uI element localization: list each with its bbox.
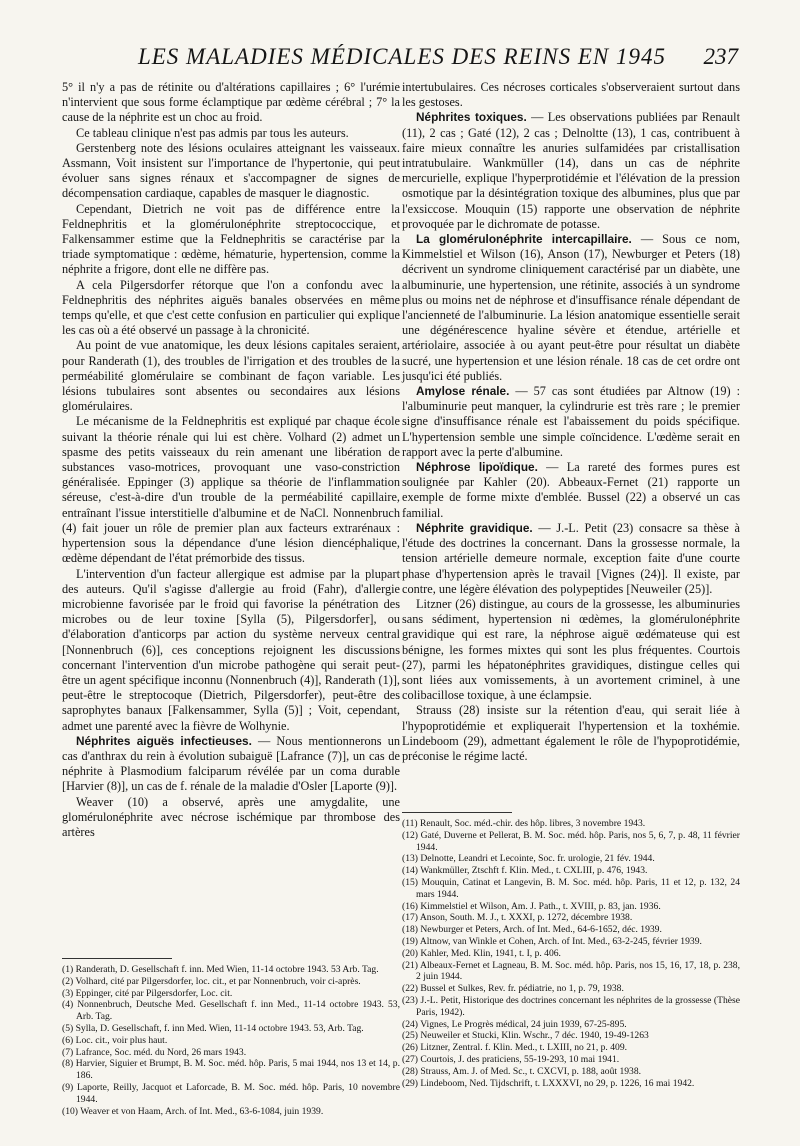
section-text: — 57 cas sont étudiées par Altnow (19) : l'albuminurie peut manquer, la cylindrurie est très rare ; le premier signe d'insuffisance rénale est l'abaissement du poids spécifique. L'hypertension semble une simple coïncidence. L'œdème serait en rapport avec la perte d'albumine. xyxy=(402,384,740,459)
footnote: (5) Sylla, D. Gesellschaft, f. inn Med. Wien, 11-14 octobre 1943. 53, Arb. Tag. xyxy=(62,1022,364,1034)
section-paragraph xyxy=(402,521,740,597)
footnote: (14) Wankmüller, Ztschft f. Klin. Med., t. CXLIII, p. 476, 1943. xyxy=(402,865,648,877)
footnote: (18) Newburger et Peters, Arch. of Int. Med., 64-6-1652, déc. 1939. xyxy=(402,924,662,936)
footnote: (21) Albeaux-Fernet et Lagneau, B. M. Soc. méd. hôp. Paris, nos 15, 16, 17, 18, p. 238, 2 juin 1944. xyxy=(402,959,740,983)
footnote: (28) Strauss, Am. J. of Med. Sc., t. CXCVI, p. 188, août 1938. xyxy=(402,1065,642,1077)
right-column xyxy=(402,80,740,764)
footnotes-right xyxy=(402,818,740,1089)
paragraph: Ce tableau clinique n'est pas admis par tous les auteurs. xyxy=(76,125,349,140)
footnote: (7) Lafrance, Soc. méd. du Nord, 26 mars 1943. xyxy=(62,1046,247,1058)
section-paragraph xyxy=(402,110,740,232)
paragraph: L'intervention d'un facteur allergique est admise par la plupart des auteurs. Qu'il s'agisse d'allergie au froid (Fahr), d'allergie microbienne favorisée par le froid qui favorise la pénétration des microbes ou de leur toxine [Sylla (5), Pilgersdorfer], ou d'élaboration d'anticorps par action du système nerveux central [Nonnenbruch (6)], ces conceptions rejoignent les discussions concernant l'intervention d'un microbe pathogène qui serait peut-être un agent spécifique inconnu (Nonnenbruch (4)], Randerath (1)], peut-être le streptocoque (Dietrich, Pilgersdorfer), peut-être des saprophytes banaux [Falkensammer, Sylla (5)] ; Voit, cependant, admet une parenté avec la fièvre de Wolhynie. xyxy=(62,566,400,733)
footnote: (11) Renault, Soc. méd.-chir. des hôp. libres, 3 novembre 1943. xyxy=(402,818,646,829)
footnote: (15) Mouquin, Catinat et Langevin, B. M. Soc. méd. hôp. Paris, 11 et 12, p. 132, 24 mars 1944. xyxy=(402,876,740,900)
left-column xyxy=(62,80,400,840)
footnote-rule xyxy=(402,812,512,813)
footnote: (26) Litzner, Zentral. f. Klin. Med., t. LXIII, no 21, p. 409. xyxy=(402,1042,628,1054)
paragraph: intertubulaires. Ces nécroses corticales s'observeraient surtout dans les gestoses. xyxy=(402,80,740,110)
section-text: — La rareté des formes pures est soulignée par Kahler (20). Abbeaux-Fernet (21) rapporte un exemple de forme mixte d'emblée. Bussel (22) a observé un cas familial. xyxy=(402,460,740,520)
footnote: (23) J.-L. Petit, Historique des doctrines concernant les néphrites de la grossesse (Thèse Paris, 1942). xyxy=(402,994,740,1018)
section-paragraph xyxy=(402,384,740,460)
footnote: (22) Bussel et Sulkes, Rev. fr. pédiatrie, no 1, p. 79, 1938. xyxy=(402,983,624,995)
footnote: (6) Loc. cit., voir plus haut. xyxy=(62,1034,168,1046)
footnote: (24) Vignes, Le Progrès médical, 24 juin 1939, 67-25-895. xyxy=(402,1018,627,1030)
paragraph: Strauss (28) insiste sur la rétention d'eau, qui serait liée à l'hypoprotidémie et expliquerait l'hypertension et la toxhémie. Lindeboom (29), admettant également le rôle de l'hypoprotidémie, préconise le régime lacté. xyxy=(402,703,740,763)
footnote: (4) Nonnenbruch, Deutsche Med. Gesellschaft f. inn Med., 11-14 octobre 1943. 53, Arb. Tag. xyxy=(62,999,400,1023)
page-number: 237 xyxy=(703,44,738,69)
footnote: (27) Courtois, J. des praticiens, 55-19-293, 10 mai 1941. xyxy=(402,1053,620,1065)
footnote: (2) Volhard, cité par Pilgersdorfer, loc. cit., et par Nonnenbruch, voir ci-après. xyxy=(62,975,361,987)
footnote: (17) Anson, South. M. J., t. XXXI, p. 1272, décembre 1938. xyxy=(402,912,633,924)
section-text: — Nous mentionnerons un cas d'anthrax du rein à évolution subaiguë [Lafrance (7)], un cas de néphrite à Plasmodium falciparum révélée par un coma durable [Harvier (8)], un cas de f. rénale de la maladie d'Osler [Laporte (9)]. xyxy=(62,733,400,794)
footnotes-left xyxy=(62,964,400,1117)
section-heading: Néphrites aiguës infectieuses. xyxy=(76,733,252,748)
footnote: (1) Randerath, D. Gesellschaft f. inn. Med Wien, 11-14 octobre 1943. 53 Arb. Tag. xyxy=(62,964,379,975)
paragraph: Gerstenberg note des lésions oculaires atteignant les vaisseaux. Assmann, Voit insistent sur l'importance de l'hypertonie, qui peut évoluer sans signes rénaux et s'accompagner de signes de décompensation cardiaque, capables de masquer le diagnostic. xyxy=(62,140,400,201)
paragraph: Litzner (26) distingue, au cours de la grossesse, les albuminuries sans sédiment, hypertension ni œdèmes, la glomérulonéphrite gravidique qui est rare, la néphrose aiguë œdémateuse qui est bénigne, les formes mixtes qui sont les plus fréquentes. Courtois (27), parmi les hépatonéphrites gravidiques, distingue celles qui sont liées aux vomissements, à un avortement criminel, à une colibacillose toxique, à une éclampsie. xyxy=(402,596,740,703)
section-heading: Néphrite gravidique. xyxy=(416,520,533,535)
footnote: (16) Kimmelstiel et Wilson, Am. J. Path., t. XVIII, p. 83, jan. 1936. xyxy=(402,900,661,912)
running-title: LES MALADIES MÉDICALES DES REINS EN 1945 xyxy=(137,44,667,69)
paragraph: Cependant, Dietrich ne voit pas de différence entre la Feldnephritis et la glomérulonéphrite streptococcique, et Falkensammer estime que la Feldnephritis se caractérise par la triade symptomatique : œdème, hématurie, hypertension, comme la néphrite a frigore, dont elle ne diffère pas. xyxy=(62,201,400,277)
footnote: (13) Delnotte, Leandri et Lecointe, Soc. fr. urologie, 21 fév. 1944. xyxy=(402,853,655,865)
paragraph: Le mécanisme de la Feldnephritis est expliqué par chaque école suivant la théorie rénale qui lui est chère. Volhard (2) admet un spasme des petits vaisseaux du rein amenant une libération de substances vaso-motrices, provoquant une vaso-constriction généralisée. Eppinger (3) applique sa théorie de l'inflammation séreuse, c'est-à-dire d'un trouble de la perméabilité capillaire, entraînant l'issue interstitielle d'albumine et de NaCl. Nonnenbruch (4) fait jouer un rôle de premier plan aux facteurs extrarénaux : hypertension sous la dépendance d'une lésion diencéphalique, œdème dépendant de l'état prémorbide des tissus. xyxy=(62,414,400,566)
footnote: (20) Kahler, Med. Klin, 1941, t. I, p. 406. xyxy=(402,947,561,959)
footnote: (3) Eppinger, cité par Pilgersdorfer, Loc. cit. xyxy=(62,987,233,999)
paragraph: Weaver (10) a observé, après une amygdalite, une glomérulonéphrite avec nécrose ischémique par thrombose des artères xyxy=(62,794,400,839)
footnote-rule xyxy=(62,958,172,959)
section-text: — Sous ce nom, Kimmelstiel et Wilson (16), Anson (17), Newburger et Peters (18) décrivent un syndrome cliniquement caractérisé par un diabète, une albuminurie, une hypertension, une rétinite, associés à un syndrome plus ou moins net de néphrose et d'insuffisance rénale dépendant de l'ancienneté de l'albuminurie. La lésion anatomique essentielle serait une dégénérescence hyaline sévère et étendue, artérielle et artériolaire, associée à ou ayant peut-être pour résultat un diabète sucré, une hypertension et une lésion rénale. 18 cas de cet ordre ont jusqu'ici été publiés. xyxy=(402,232,740,383)
section-heading: Néphrose lipoïdique. xyxy=(416,460,538,475)
footnote: (10) Weaver et von Haam, Arch. of Int. Med., 63-6-1084, juin 1939. xyxy=(62,1105,324,1117)
section-heading: Néphrites toxiques. xyxy=(416,110,527,125)
footnote: (29) Lindeboom, Ned. Tijdschrift, t. LXXXVI, no 29, p. 1226, 16 mai 1942. xyxy=(402,1077,695,1089)
section-text: — J.-L. Petit (23) consacre sa thèse à l'étude des doctrines la concernant. Dans la grossesse normale, la tension artérielle demeure normale, exception faite d'une courte phase d'hypertension après le travail [Vignes (24)]. Il existe, par contre, une légère élévation des polypeptides [Neuweiler (25)]. xyxy=(402,520,740,596)
footnote: (25) Neuweiler et Stucki, Klin. Wschr., 7 déc. 1940, 19-49-1263 xyxy=(402,1030,649,1042)
paragraph: 5° il n'y a pas de rétinite ou d'altérations capillaires ; 6° l'urémie n'intervient que sous forme éclamptique par œdème cérébral ; 7° la cause de la néphrite est un choc au froid. xyxy=(62,80,400,125)
footnote: (19) Altnow, van Winkle et Cohen, Arch. of Int. Med., 63-2-245, février 1939. xyxy=(402,935,702,947)
footnote: (12) Gaté, Duverne et Pellerat, B. M. Soc. méd. hôp. Paris, nos 5, 6, 7, p. 48, 11 février 1944. xyxy=(402,829,740,853)
footnote: (9) Laporte, Reilly, Jacquot et Laforcade, B. M. Soc. méd. hôp. Paris, 10 novembre 1944. xyxy=(62,1081,400,1105)
footnote: (8) Harvier, Siguier et Brumpt, B. M. Soc. méd. hôp. Paris, 5 mai 1944, nos 13 et 14, p. 186. xyxy=(62,1058,400,1082)
section-heading: La glomérulonéphrite intercapillaire. xyxy=(416,232,632,247)
section-text: — Les observations publiées par Renault (11), 2 cas ; Gaté (12), 2 cas ; Delnoltte (13), 1 cas, contribuent à faire mieux connaître les anuries sulfamidées par cristallisation intratubulaire. Wankmüller (14), dans un cas de néphrite mercurielle, explique l'hyperprotidémie et l'élévation de la pression osmotique par la désintégration toxique des albumines, plus que par l'exsiccose. Mouquin (15) rapporte une observation de néphrite provoquée par le dichromate de potasse. xyxy=(402,110,740,231)
section-paragraph xyxy=(402,232,740,384)
section-paragraph xyxy=(402,460,740,521)
page-header xyxy=(62,44,742,76)
section-paragraph xyxy=(62,734,400,795)
section-heading: Amylose rénale. xyxy=(416,384,510,399)
paragraph: A cela Pilgersdorfer rétorque que l'on a confondu avec la Feldnephritis des néphrites aiguës banales observées en même temps qu'elle, et que c'est cette confusion en particulier qui explique les cas où a été observé un passage à la chronicité. xyxy=(62,277,400,338)
paragraph: Au point de vue anatomique, les deux lésions capitales seraient, pour Randerath (1), des troubles de l'irrigation et des troubles de la perméabilité glomérulaire se combinant de façon variable. Les lésions tubulaires sont absentes ou secondaires aux lésions glomérulaires. xyxy=(62,338,400,414)
